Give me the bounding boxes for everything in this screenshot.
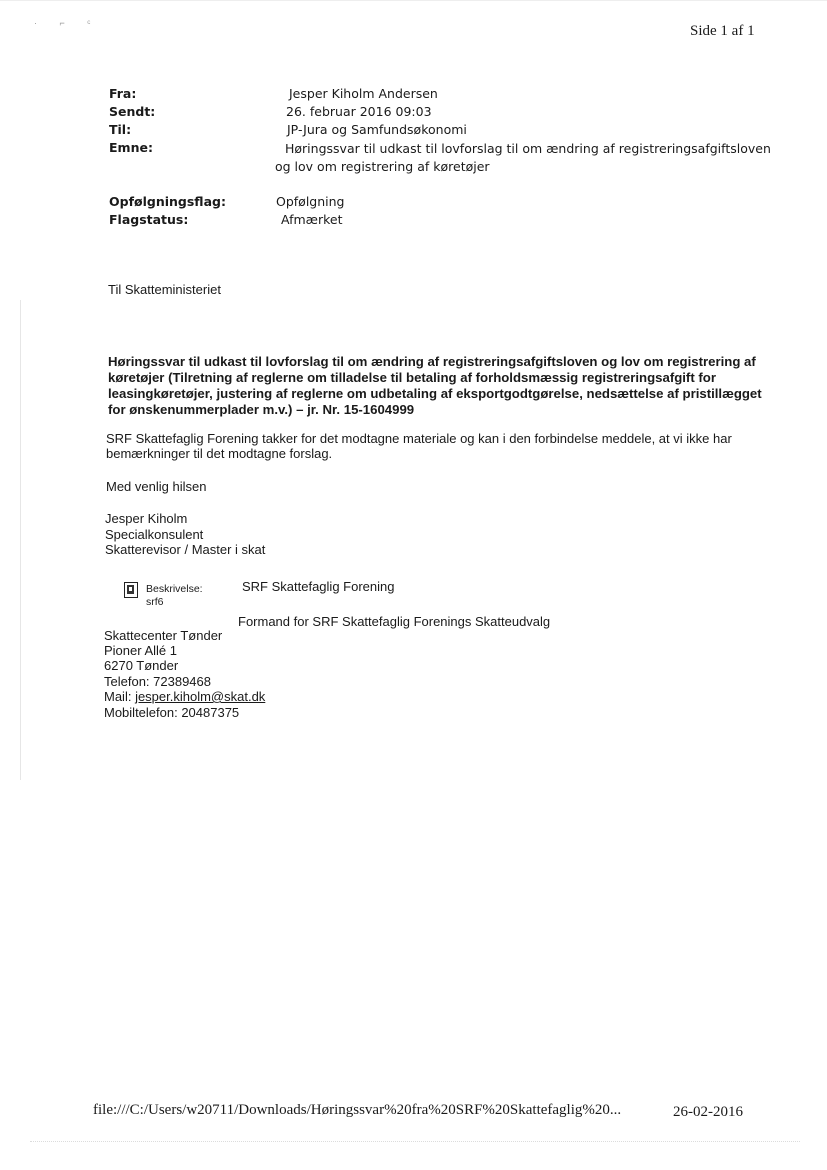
mail-link[interactable]: jesper.kiholm@skat.dk xyxy=(135,689,266,704)
sent-value: 26. februar 2016 09:03 xyxy=(286,104,432,119)
image-description-label: Beskrivelse: xyxy=(146,583,203,595)
to-value: JP-Jura og Samfundsøkonomi xyxy=(287,122,467,137)
footer-file-path: file:///C:/Users/w20711/Downloads/Høringssvar%20fra%20SRF%20Skattefaglig%20... xyxy=(93,1102,622,1118)
sent-label: Sendt: xyxy=(109,104,156,119)
scan-edge-left xyxy=(20,300,21,780)
organization-name: SRF Skattefaglig Forening xyxy=(242,579,395,594)
page-number: Side 1 af 1 xyxy=(690,23,755,39)
signature-subtitle: Skatterevisor / Master i skat xyxy=(105,542,266,557)
from-label: Fra: xyxy=(109,86,137,101)
phone-number: Telefon: 72389468 xyxy=(104,674,211,689)
followup-flag-value: Opfølgning xyxy=(276,194,345,209)
signature-role: Formand for SRF Skattefaglig Forenings Skatteudvalg xyxy=(238,614,551,629)
signature-name: Jesper Kiholm xyxy=(105,511,188,526)
from-value: Jesper Kiholm Andersen xyxy=(289,86,438,101)
subject-label: Emne: xyxy=(109,140,153,155)
scan-specks: · ⌐ ᶜ xyxy=(34,18,101,28)
flag-status-label: Flagstatus: xyxy=(109,212,189,227)
body-paragraph: SRF Skattefaglig Forening takker for det modtagne materiale og kan i den forbindelse meddele, at vi ikke har bemærkninger til det modtagne forslag. xyxy=(106,431,732,461)
office-name: Skattecenter Tønder xyxy=(104,628,223,643)
subject-value-line2: og lov om registrering af køretøjer xyxy=(275,159,490,174)
image-name: srf6 xyxy=(146,596,164,608)
city-address: 6270 Tønder xyxy=(104,658,179,673)
mobile-number: Mobiltelefon: 20487375 xyxy=(104,705,240,720)
flag-status-value: Afmærket xyxy=(281,212,343,227)
street-address: Pioner Allé 1 xyxy=(104,643,177,658)
to-label: Til: xyxy=(109,122,132,137)
subject-heading: Høringssvar til udkast til lovforslag til om ændring af registreringsafgiftsloven og lov om registrering af køretøjer (Tilretning af reglerne om tilladelse til betaling af forholdsmæssig registreringsafgift for leasingkøretøjer, justering af reglerne om udbetaling af eksportgodtgørelse, nedsættelse af pristillægget for ønskenummerplader m.v.) – jr. Nr. 15-1604999 xyxy=(108,354,762,417)
scan-edge-bottom xyxy=(30,1141,800,1143)
subject-value-line1: Høringssvar til udkast til lovforslag til om ændring af registreringsafgiftsloven xyxy=(285,141,771,156)
signature-title: Specialkonsulent xyxy=(105,527,204,542)
broken-image-icon xyxy=(124,582,138,598)
footer-date: 26-02-2016 xyxy=(673,1104,743,1120)
followup-flag-label: Opfølgningsflag: xyxy=(109,194,226,209)
mail-line xyxy=(104,689,265,704)
mail-label: Mail: xyxy=(104,689,136,704)
salutation: Til Skatteministeriet xyxy=(108,282,221,297)
closing: Med venlig hilsen xyxy=(106,479,207,494)
scan-edge-top xyxy=(0,0,827,1)
